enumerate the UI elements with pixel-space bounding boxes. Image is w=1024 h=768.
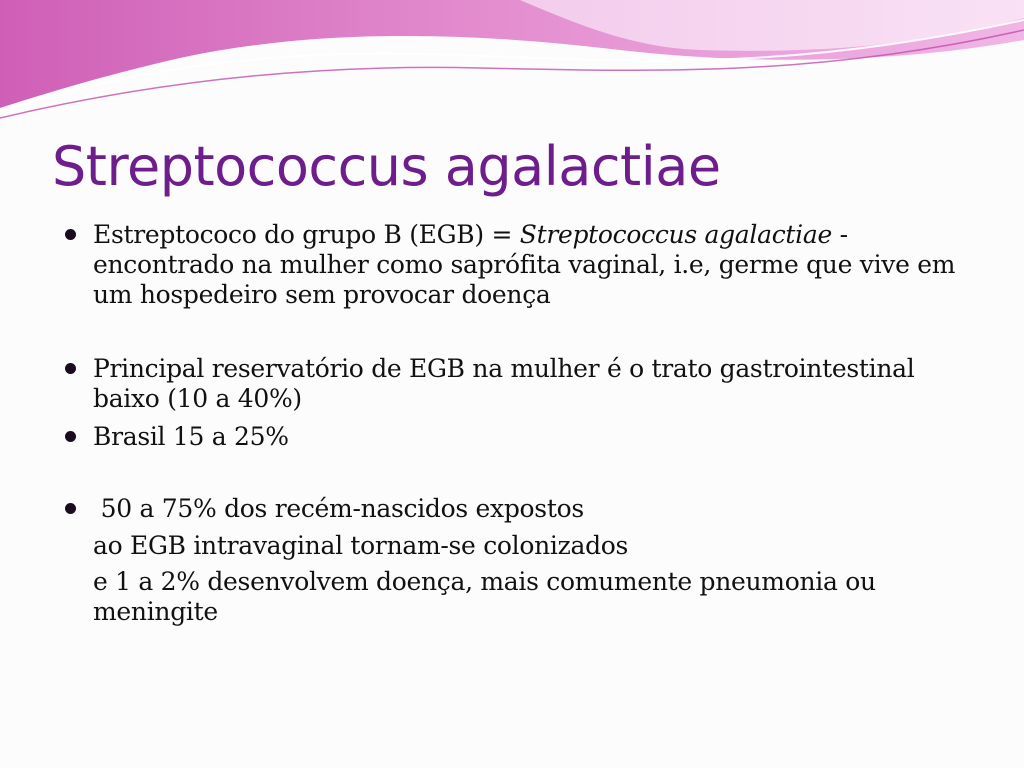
bullet-icon	[65, 363, 76, 374]
slide-body	[60, 220, 960, 627]
bullet-text: Brasil 15 a 25%	[93, 422, 289, 451]
list-item	[60, 220, 960, 310]
bullet-icon	[65, 503, 76, 514]
list-item	[60, 354, 960, 414]
bullet-text: 50 a 75% dos recém-nascidos expostos	[93, 494, 584, 523]
species-name: Streptococcus agalactiae	[519, 220, 832, 249]
bullet-icon	[65, 229, 76, 240]
continuation-line: ao EGB intravaginal tornam-se colonizados	[93, 531, 629, 560]
bullet-text: Estreptococo do grupo B (EGB) =	[93, 220, 520, 249]
decorative-wave-banner	[0, 0, 1024, 130]
bullet-text: - encontrado na mulher como saprófita vaginal, i.e, germe que vive em um hospedeiro sem provocar doença	[93, 220, 956, 309]
bullet-icon	[65, 431, 76, 442]
continuation-line: e 1 a 2% desenvolvem doença, mais comumente pneumonia ou meningite	[93, 567, 876, 626]
list-item	[60, 494, 960, 524]
page-title: Streptococcus agalactiae	[52, 135, 721, 198]
bullet-text: Principal reservatório de EGB na mulher é o trato gastrointestinal baixo (10 a 40%)	[93, 354, 915, 413]
list-item	[60, 422, 960, 452]
